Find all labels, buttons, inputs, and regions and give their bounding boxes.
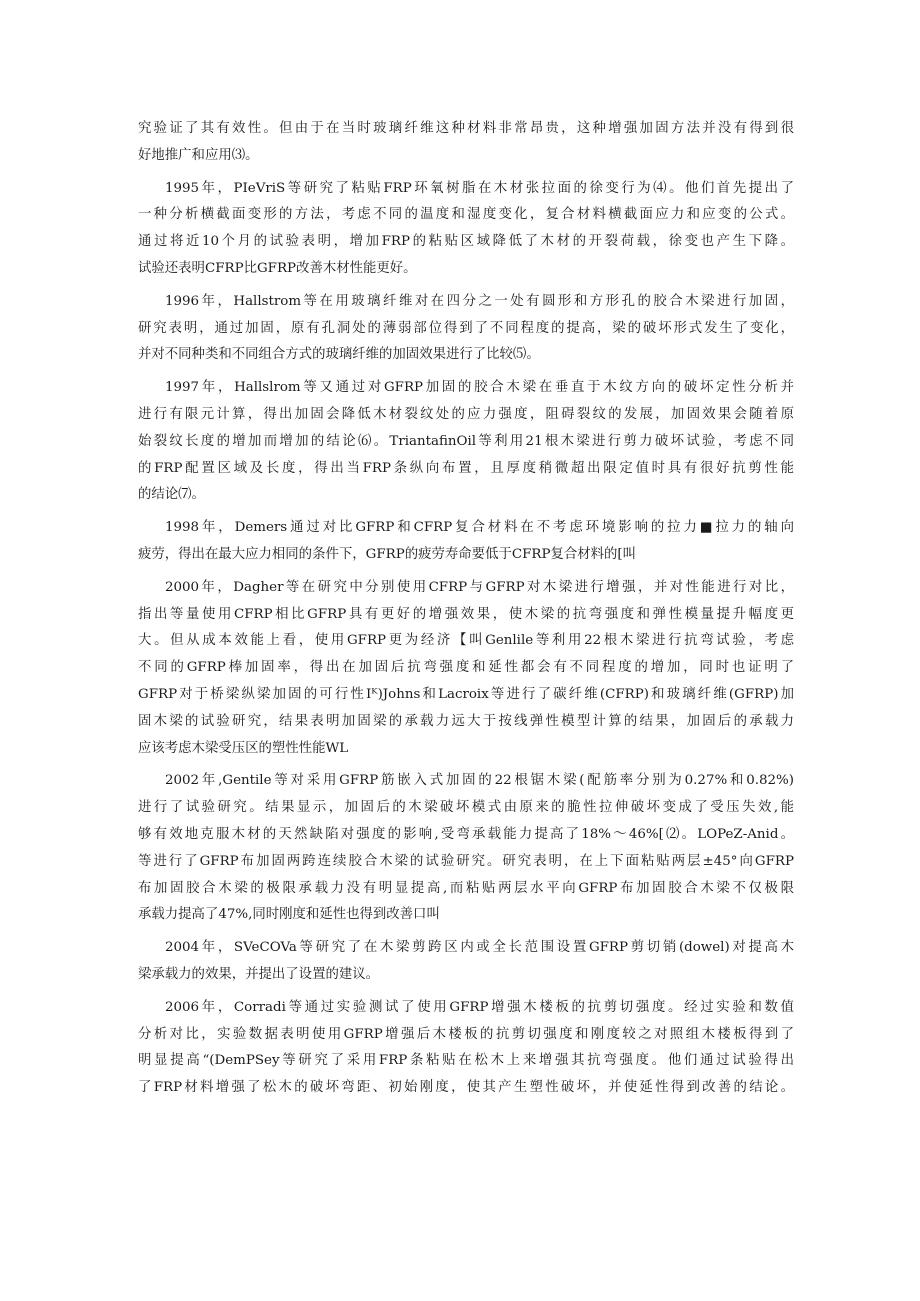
text-line: 2004年，SVeCOVa等研究了在木梁剪跨区内或全长范围设置GFRP剪切销(dowel)对提高木 [165,940,794,956]
text-line: GFRP对于桥梁纵梁加固的可行性Iᴷ)Johns和Lacroix等进行了碳纤维(CFRP)和玻璃纤维(GFRP)加 [138,686,794,702]
text-line: 进行了试验研究。结果显示，加固后的木梁破坏模式由原来的脆性拉伸破坏变成了受压失效,能 [138,800,794,816]
text-line: 并对不同种类和不同组合方式的玻璃纤维的加固效果进行了比较⑸。 [138,347,540,363]
document-body [138,116,794,1102]
text-line: 1997年，Hallslrom等又通过对GFRP加固的胶合木梁在垂直于木纹方向的破坏定性分析并 [165,380,794,396]
text-line: 通过将近10个月的试验表明，增加FRP的粘贴区域降低了木材的开裂荷载，徐变也产生下降。 [138,234,794,250]
text-line: 指出等量使用CFRP相比GFRP具有更好的增强效果，使木梁的抗弯强度和弹性模量提升幅度更 [138,606,794,622]
text-line: 疲劳，得出在最大应力相同的条件下，GFRP的疲劳寿命要低于CFRP复合材料的[叫 [138,546,637,562]
text-line: 1996年，Hallstrom等在用玻璃纤维对在四分之一处有圆形和方形孔的胶合木梁进行加固， [165,293,794,309]
text-line: 研究表明，通过加固，原有孔洞处的薄弱部位得到了不同程度的提高，梁的破坏形式发生了变化， [138,320,794,336]
text-line: 分析对比，实验数据表明使用GFRP增强后木楼板的抗剪切强度和刚度较之对照组木楼板得到了 [138,1026,794,1042]
text-line: 一种分析横截面变形的方法，考虑不同的温度和湿度变化，复合材料横截面应力和应变的公式。 [138,207,794,223]
text-line: 的结论⑺。 [138,487,205,503]
text-line: 试验还表明CFRP比GFRP改善木材性能更好。 [138,260,417,276]
text-line: 1995年，PIeVriS等研究了粘贴FRP环氧树脂在木材张拉面的徐变行为⑷。他们首先提出了 [165,180,794,196]
text-line: 承载力提高了47%,同时刚度和延性也得到改善口叫 [138,907,440,923]
paragraph-2000 [138,575,794,763]
text-line: 明显提高“(DemPSey等研究了采用FRP条粘贴在松木上来增强其抗弯强度。他们通过试验得出 [138,1053,794,1069]
paragraph-2004 [138,935,794,989]
text-line: 固木梁的试验研究，结果表明加固梁的承载力远大于按线弹性模型计算的结果，加固后的承载力 [138,713,794,729]
text-line: 应该考虑木梁受压区的塑性性能WL [138,740,349,756]
paragraph-1998 [138,515,794,569]
paragraph-2006 [138,995,794,1102]
text-line: 大。但从成本效能上看，使用GFRP更为经济【叫Genlile等利用22根木梁进行抗弯试验，考虑 [138,633,794,649]
paragraph-2002 [138,768,794,929]
text-line: 进行有限元计算，得出加固会降低木材裂纹处的应力强度，阻碍裂纹的发展，加固效果会随着原 [138,406,794,422]
text-line: 等进行了GFRP布加固两跨连续胶合木梁的试验研究。研究表明，在上下面粘贴两层±45°向GFRP [138,853,794,869]
text-line: 2006年，Corradi等通过实验测试了使用GFRP增强木楼板的抗剪切强度。经过实验和数值 [165,999,794,1015]
text-line: 1998年，Demers通过对比GFRP和CFRP复合材料在不考虑环境影响的拉力■拉力的轴向 [165,520,794,536]
text-line: 好地推广和应用⑶。 [138,147,259,163]
text-line: 了FRP材料增强了松木的破坏弯距、初始刚度，使其产生塑性破坏，并使延性得到改善的结论。 [138,1080,794,1096]
text-line: 布加固胶合木梁的极限承载力没有明显提高,而粘贴两层水平向GFRP布加固胶合木梁不仅极限 [138,880,794,896]
text-line: 不同的GFRP棒加固率，得出在加固后抗弯强度和延性都会有不同程度的增加，同时也证明了 [138,660,794,676]
text-line: 2002年,Gentile等对采用GFRP筋嵌入式加固的22根锯木梁(配筋率分别为0.27%和0.82%) [165,773,794,789]
text-line: 2000年，Dagher等在研究中分别使用CFRP与GFRP对木梁进行增强，并对性能进行对比， [165,579,794,595]
paragraph-1996 [138,289,794,369]
paragraph-intro [138,116,794,170]
text-line: 够有效地克服木材的天然缺陷对强度的影响,受弯承载能力提高了18%～46%[⑵。LOPeZ-Anid。 [138,826,794,842]
text-line: 的FRP配置区域及长度，得出当FRP条纵向布置，且厚度稍微超出限定值时具有很好抗剪性能 [138,460,794,476]
text-line: 梁承载力的效果，并提出了设置的建议。 [138,966,380,982]
paragraph-1995 [138,176,794,283]
text-line: 究验证了其有效性。但由于在当时玻璃纤维这种材料非常昂贵，这种增强加固方法并没有得到很 [138,121,794,136]
text-line: 始裂纹长度的增加而增加的结论⑹。TriantafinOil等利用21根木梁进行剪力破坏试验，考虑不同 [138,433,794,449]
paragraph-1997 [138,375,794,509]
